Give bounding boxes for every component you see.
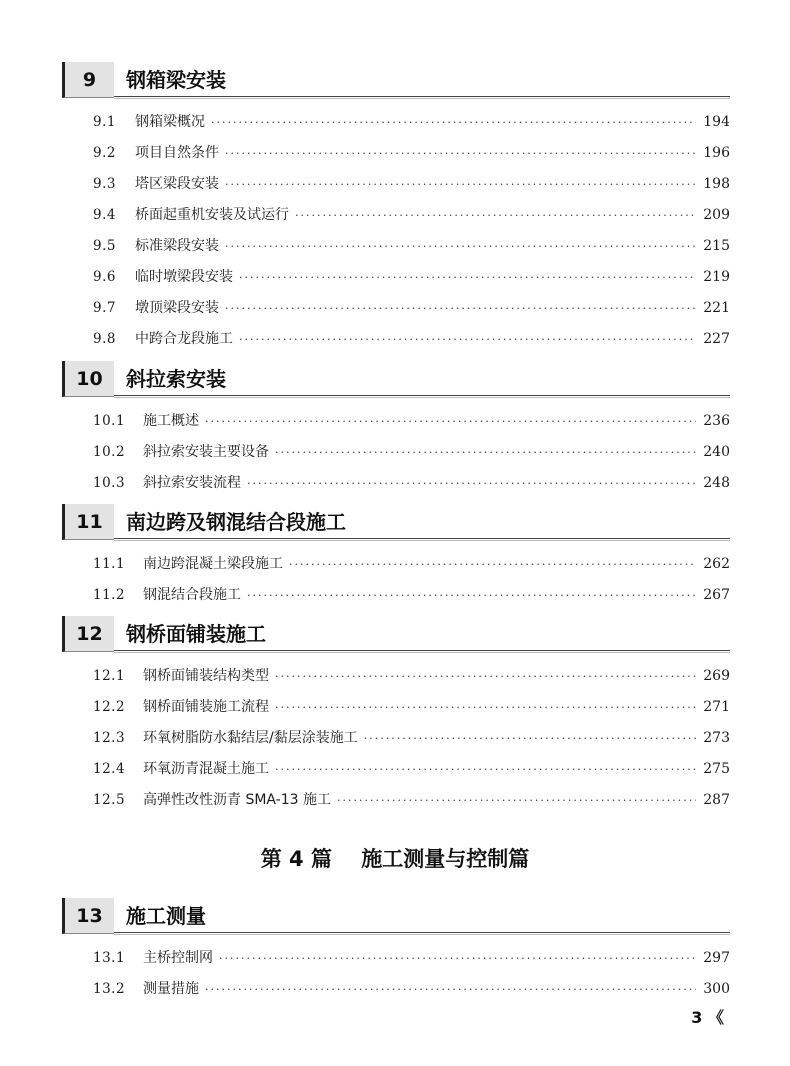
- chapter-entries: [62, 406, 730, 499]
- chapter-rule: [114, 650, 730, 653]
- section-number: 12.3: [93, 730, 126, 746]
- toc-entry[interactable]: [62, 169, 730, 200]
- toc-entry[interactable]: [62, 468, 730, 499]
- chapter-title: 斜拉索安装: [126, 367, 226, 391]
- page-number: 262: [703, 556, 730, 572]
- page-number: 287: [703, 792, 730, 808]
- toc-entry[interactable]: [62, 324, 730, 355]
- page-number: 215: [703, 238, 730, 254]
- toc-entry[interactable]: [62, 437, 730, 468]
- toc-entry[interactable]: [62, 943, 730, 974]
- section-title: 环氧沥青混凝土施工: [143, 761, 269, 777]
- toc-entry[interactable]: [62, 974, 730, 1005]
- chapter-rule: [114, 538, 730, 541]
- chapter-title: 钢箱梁安装: [126, 68, 226, 92]
- page-number: 227: [703, 331, 730, 347]
- chapter-number: 13: [62, 898, 114, 934]
- section-title: 钢桥面铺装施工流程: [143, 699, 269, 715]
- section-title: 斜拉索安装流程: [143, 475, 241, 491]
- toc-entry[interactable]: [62, 785, 730, 816]
- section-title: 桥面起重机安装及试运行: [135, 207, 289, 223]
- chapter-header: [62, 361, 730, 401]
- chapter-10: [62, 361, 730, 499]
- leader-dots: [205, 974, 696, 1005]
- section-number: 9.3: [93, 176, 116, 192]
- section-title: 钢混结合段施工: [143, 587, 241, 603]
- chapter-title: 钢桥面铺装施工: [126, 622, 266, 646]
- chapter-13: [62, 898, 730, 1005]
- section-number: 9.1: [93, 114, 116, 130]
- section-title: 测量措施: [143, 981, 199, 997]
- leader-dots: [211, 107, 696, 138]
- leader-dots: [275, 661, 696, 692]
- section-number: 9.5: [93, 238, 116, 254]
- chapter-11: [62, 504, 730, 611]
- leader-dots: [275, 754, 696, 785]
- chapter-rule: [114, 96, 730, 99]
- section-title: 钢箱梁概况: [135, 114, 205, 130]
- toc-entry[interactable]: [62, 723, 730, 754]
- chapter-entries: [62, 943, 730, 1005]
- toc-entry[interactable]: [62, 406, 730, 437]
- section-title: 钢桥面铺装结构类型: [143, 668, 269, 684]
- section-number: 12.2: [93, 699, 126, 715]
- page-number: 267: [703, 587, 730, 603]
- section-number: 12.5: [93, 792, 126, 808]
- page-number: 196: [703, 145, 730, 161]
- section-title: 塔区梁段安装: [135, 176, 219, 192]
- leader-dots: [337, 785, 696, 816]
- chapter-9: [62, 62, 730, 355]
- leader-dots: [247, 580, 696, 611]
- chapter-number: 11: [62, 504, 114, 540]
- leader-dots: [289, 549, 696, 580]
- section-number: 9.8: [93, 331, 116, 347]
- page-number: 221: [703, 300, 730, 316]
- section-title: 施工概述: [143, 413, 199, 429]
- section-title: 环氧树脂防水黏结层/黏层涂装施工: [143, 730, 358, 746]
- chapter-number: 10: [62, 361, 114, 397]
- chapter-title: 南边跨及钢混结合段施工: [126, 510, 346, 534]
- footer-page-number: 3: [691, 1008, 703, 1027]
- leader-dots: [247, 468, 696, 499]
- section-number: 12.1: [93, 668, 126, 684]
- chapter-rule: [114, 932, 730, 935]
- chapter-entries: [62, 107, 730, 355]
- chapter-header: [62, 898, 730, 938]
- section-title: 高弹性改性沥青 SMA-13 施工: [143, 792, 332, 808]
- leader-dots: [239, 324, 696, 355]
- chapter-header: [62, 504, 730, 544]
- toc-entry[interactable]: [62, 138, 730, 169]
- toc-entry[interactable]: [62, 107, 730, 138]
- leader-dots: [295, 200, 696, 231]
- leader-dots: [239, 262, 696, 293]
- page-number: 269: [703, 668, 730, 684]
- leader-dots: [225, 169, 696, 200]
- page-number: 209: [703, 207, 730, 223]
- section-number: 10.2: [93, 444, 126, 460]
- section-number: 9.4: [93, 207, 116, 223]
- toc-entry[interactable]: [62, 580, 730, 611]
- toc-entry[interactable]: [62, 754, 730, 785]
- toc-entry[interactable]: [62, 200, 730, 231]
- section-title: 项目自然条件: [135, 145, 219, 161]
- section-number: 11.2: [93, 587, 126, 603]
- leader-dots: [225, 231, 696, 262]
- section-number: 9.2: [93, 145, 116, 161]
- section-number: 13.2: [93, 981, 126, 997]
- chapter-entries: [62, 549, 730, 611]
- toc-entry[interactable]: [62, 692, 730, 723]
- toc-entry[interactable]: [62, 661, 730, 692]
- section-number: 9.7: [93, 300, 116, 316]
- page-number: 271: [703, 699, 730, 715]
- page-number: 236: [703, 413, 730, 429]
- page-number: 219: [703, 269, 730, 285]
- chapter-title: 施工测量: [126, 904, 206, 928]
- leader-dots: [364, 723, 696, 754]
- section-title: 斜拉索安装主要设备: [143, 444, 269, 460]
- section-number: 9.6: [93, 269, 116, 285]
- chapter-entries: [62, 661, 730, 816]
- section-title: 中跨合龙段施工: [135, 331, 233, 347]
- section-number: 10.3: [93, 475, 126, 491]
- section-number: 10.1: [93, 413, 126, 429]
- section-title: 主桥控制网: [143, 950, 213, 966]
- section-title: 南边跨混凝土梁段施工: [143, 556, 283, 572]
- chapter-header: [62, 62, 730, 102]
- chapter-rule: [114, 395, 730, 398]
- chapter-number: 9: [62, 62, 114, 98]
- leader-dots: [225, 293, 696, 324]
- chapter-number: 12: [62, 616, 114, 652]
- leader-dots: [275, 437, 696, 468]
- page-number: 297: [703, 950, 730, 966]
- chapter-header: [62, 616, 730, 656]
- page-number: 300: [703, 981, 730, 997]
- page-number: 240: [703, 444, 730, 460]
- leader-dots: [275, 692, 696, 723]
- toc-entry[interactable]: [62, 549, 730, 580]
- page-number: 273: [703, 730, 730, 746]
- toc-entry[interactable]: [62, 262, 730, 293]
- section-title: 临时墩梁段安装: [135, 269, 233, 285]
- page-number: 248: [703, 475, 730, 491]
- leader-dots: [225, 138, 696, 169]
- leader-dots: [205, 406, 696, 437]
- toc-entry[interactable]: [62, 231, 730, 262]
- part-title: 第 4 篇 施工测量与控制篇: [260, 847, 530, 871]
- page-number: 198: [703, 176, 730, 192]
- footer-marker: 《: [707, 1008, 724, 1027]
- leader-dots: [219, 943, 696, 974]
- chapter-12: [62, 616, 730, 816]
- section-number: 12.4: [93, 761, 126, 777]
- page-number: 275: [703, 761, 730, 777]
- section-number: 11.1: [93, 556, 126, 572]
- page-footer: [691, 1005, 724, 1028]
- page-number: 194: [703, 114, 730, 130]
- section-title: 标准梁段安装: [135, 238, 219, 254]
- section-number: 13.1: [93, 950, 126, 966]
- toc-entry[interactable]: [62, 293, 730, 324]
- section-title: 墩顶梁段安装: [135, 300, 219, 316]
